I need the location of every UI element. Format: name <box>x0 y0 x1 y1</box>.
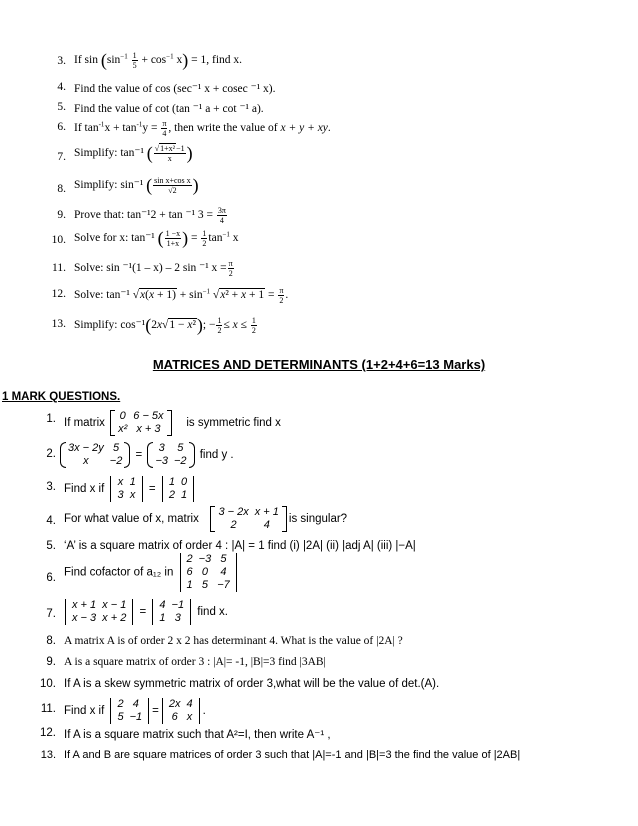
question-number: 5. <box>57 101 66 113</box>
question-text: If $\tan^{-1}x + \tan^{-1}y$ = $\frac{\pi}{4}$ , then write the value of x + y + xy. <box>74 119 331 138</box>
matrix: 3 − 2x x + 1 2 4 <box>210 506 286 532</box>
subheading: 1 MARK QUESTIONS. <box>2 391 121 403</box>
question-text: Solve: tan⁻¹ $√x(x + 1) + \sin^{-1} √x^2 + x + 1$ = $\frac{\pi}{2}$ . <box>74 286 289 305</box>
question-number: 3. <box>46 481 56 493</box>
question-text: Simplify: tan⁻¹ ( $\frac{\text{√1+x²−1}}{x}$ ) <box>74 143 193 163</box>
question-number: 12. <box>51 288 66 300</box>
section-heading: MATRICES AND DETERMINANTS (1+2+4+6=13 Marks) <box>152 357 486 372</box>
matrix: 3 5 −3 −2 <box>147 442 194 468</box>
question-text: Simplify: sin⁻¹ ( $\frac{\text{sin x+cos x}}{√2}$ ) <box>74 175 199 195</box>
question-text: A is a square matrix of order 3 : |A|= -1, |B|=3 find |3AB| <box>64 656 326 668</box>
question-number: 9. <box>57 209 66 221</box>
matrix: 3x − 2y 5 x −2 <box>60 442 130 468</box>
question-text: Solve for x: tan⁻¹ ( $\frac{1 -x}{1+x}$ ) = $\frac{1}{2}$ $\tan^{-1} x$ <box>74 228 239 248</box>
question-number: 7. <box>57 151 66 163</box>
question-number: 7. <box>46 608 56 620</box>
question-text: ‘A’ is a square matrix of order 4 : |A| = 1 find (i) |2A| (ii) |adj A| (iii) |−A| <box>64 540 416 552</box>
question-text: Find cofactor of a₁₂ in 2 −3 5 6 0 4 1 5 −7 <box>64 553 240 592</box>
question-number: 11. <box>40 703 56 715</box>
question-text: Find x if x 1 3 x = 1 0 2 1 <box>64 476 197 502</box>
question-text: For what value of x, matrix 3 − 2x x + 1 2 4 is singular? <box>64 506 348 531</box>
question-number: 13. <box>40 749 56 761</box>
matrix: 0 6 − 5x x² x + 3 <box>110 410 171 436</box>
question-text: 3x − 2y 5 x −2 = 3 5 −3 −2 find y . <box>58 442 234 468</box>
question-number: 12. <box>40 727 56 739</box>
question-text: Find the value of cot (tan ⁻¹ a + cot ⁻¹ a). <box>74 103 264 115</box>
question-text: Solve: sin ⁻¹(1 – x) – 2 sin ⁻¹ x = $\frac{\pi}{2}$ <box>74 259 233 278</box>
question-number: 3. <box>57 55 66 67</box>
question-number: 10. <box>51 234 66 246</box>
question-number: 6. <box>57 121 66 133</box>
question-text: Prove that: tan⁻¹2 + tan ⁻¹ 3 = $\frac{3\pi}{4}$ <box>74 206 226 225</box>
question-number: 9. <box>46 656 56 668</box>
question-number: 8. <box>57 183 66 195</box>
determinant: x + 1 x − 1 x − 3 x + 2 <box>64 599 134 625</box>
question-number: 10. <box>40 678 56 690</box>
question-number: 11. <box>52 262 66 274</box>
question-number: 5. <box>46 540 56 552</box>
question-text: Find the value of cos (sec⁻¹ x + cosec ⁻¹ x). <box>74 83 276 95</box>
determinant: 2 −3 5 6 0 4 1 5 −7 <box>179 553 238 592</box>
question-text: Find x if 2 4 5 −1 = 2x 4 6 x . <box>64 698 206 723</box>
question-text: If A is a skew symmetric matrix of order 3,what will be the value of det.(A). <box>64 678 440 690</box>
question-text: Simplify: cos⁻¹(2x√1 − x²); − $\frac{1}{2}$ ≤ x ≤ $\frac{1}{2}$ <box>74 315 256 335</box>
question-number: 1. <box>46 413 56 425</box>
determinant: 2 4 5 −1 <box>109 698 150 724</box>
determinant: 2x 4 6 x <box>161 698 201 724</box>
question-number: 6. <box>46 572 56 584</box>
question-text: A matrix A is of order 2 x 2 has determinant 4. What is the value of |2A| ? <box>64 635 403 647</box>
question-number: 13. <box>51 318 66 330</box>
question-number: 4. <box>46 515 56 527</box>
determinant: x 1 3 x <box>109 476 143 502</box>
question-number: 2. <box>46 448 56 460</box>
question-number: 8. <box>46 635 56 647</box>
question-text: If matrix 0 6 − 5x x² x + 3 is symmetric find x <box>64 410 281 435</box>
determinant: 1 0 2 1 <box>161 476 195 502</box>
determinant: 4 −1 1 3 <box>151 599 192 625</box>
question-text: x + 1 x − 1 x − 3 x + 2 = 4 −1 1 3 find x. <box>62 599 228 625</box>
question-text: If A is a square matrix such that A²=I, then write A⁻¹ , <box>64 729 331 741</box>
question-text: If $\sin (\sin^{-1}$ $\frac{1}{5}$ + $\cos^{-1} x) = 1$, find x. <box>74 50 243 70</box>
question-text: If A and B are square matrices of order 3 such that |A|=-1 and |B|=3 the find the value of |2AB| <box>64 749 521 761</box>
question-number: 4. <box>57 81 66 93</box>
